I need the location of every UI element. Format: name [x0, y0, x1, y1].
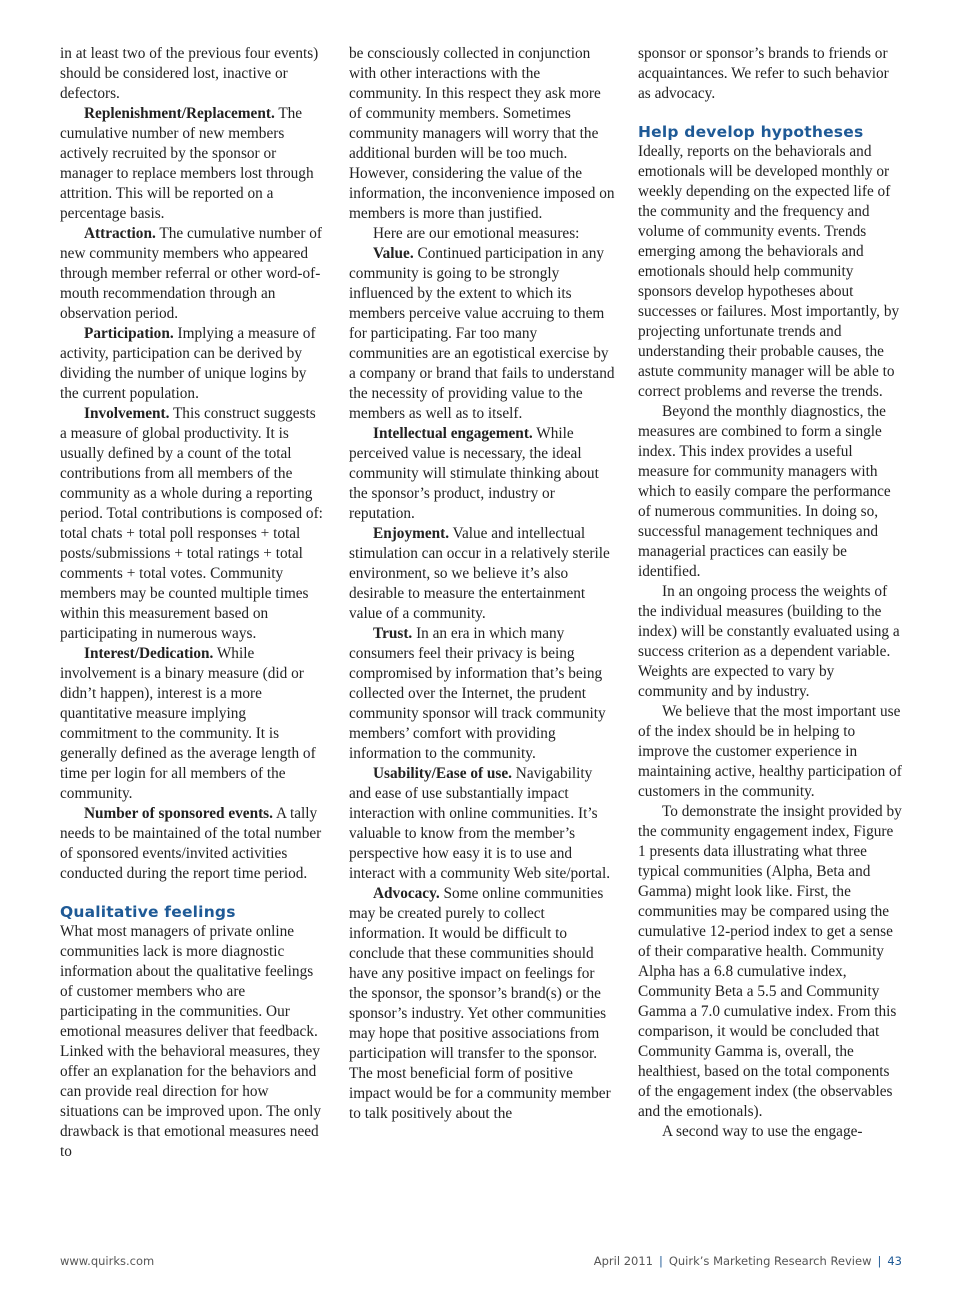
paragraph: be consciously collected in conjunction with other interactions with the community. In this respect they ask more of community members. Sometimes community managers will worry that the additional burden will be too much. However, considering the value of the information, the inconvenience imposed on members is more than justified. [349, 45, 615, 222]
run-in-heading: Usability/Ease of use. [373, 765, 512, 782]
paragraph-body: This construct suggests a measure of global productivity. It is usually defined by a count of the total contributions from all members of the community as a whole during a reporting period. Total contributions is composed of: total chats + total poll responses + total posts/submissions + total ratings + total comments + total votes. Community members may be counted multiple times within this measurement based on participating in numerous ways. [60, 405, 323, 642]
paragraph-body: Continued participation in any community is going to be strongly influenced by the extent to which its members perceive value accruing to them for participating. Far too many communities are an egotistical exercise by a company or brand that fails to understand the necessity of providing value to the members as well as to itself. [349, 245, 615, 422]
paragraph-participation [60, 324, 326, 404]
paragraph-body: The cumulative number of new community members who appeared through member referral or other word-of-mouth recommendation through an observation period. [60, 225, 323, 322]
run-in-heading: Intellectual engagement. [373, 425, 533, 442]
column-1 [60, 44, 326, 1162]
paragraph-intellectual-engagement [349, 424, 615, 524]
run-in-heading: Trust. [373, 625, 413, 642]
paragraph-body: While involvement is a binary measure (did or didn’t happen), interest is a more quantitative measure implying commitment to the community. It is generally defined as the average length of time per login for all members of the community. [60, 645, 316, 802]
paragraph-body: In an era in which many consumers feel their privacy is being compromised by information that’s being collected over the Internet, the prudent community sponsor will track community members’ comfort with providing information to the community. [349, 625, 606, 762]
footer-issue-date: April 2011 [593, 1254, 653, 1268]
run-in-heading: Interest/Dedication. [84, 645, 214, 662]
paragraph: What most managers of private online communities lack is more diagnostic information about the qualitative feelings of customer members who are participating in the communities. Our emotional measures deliver that feedback. Linked with the behavioral measures, they offer an explanation for the behaviors and can provide real direction for how situations can be improved upon. The only drawback is that emotional measures need to [60, 923, 321, 1160]
paragraph-body: Navigability and ease of use substantially impact interaction with online communities. It’s valuable to know from the member’s perspective how easy it is to use and interact with a community Web site/portal. [349, 765, 611, 882]
paragraph-interest [60, 644, 326, 804]
run-in-heading: Value. [373, 245, 414, 262]
footer-separator: | [658, 1254, 663, 1268]
article-page [60, 44, 902, 1244]
paragraph: A second way to use the engage- [662, 1123, 863, 1140]
column-3 [638, 44, 904, 1142]
footer-separator: | [877, 1254, 882, 1268]
paragraph: Beyond the monthly diagnostics, the measures are combined to form a single index. This index provides a useful measure for community managers with which to easily compare the performance of numerous communities. In doing so, successful management techniques and managerial practices can easily be identified. [638, 403, 891, 580]
spacer [638, 104, 904, 122]
paragraph: in at least two of the previous four events) should be considered lost, inactive or defectors. [60, 45, 319, 102]
run-in-heading: Attraction. [84, 225, 156, 242]
footer-website: www.quirks.com [60, 1254, 155, 1268]
column-2 [349, 44, 615, 1124]
paragraph-body: Some online communities may be created purely to collect information. It would be difficult to conclude that these communities should have any positive impact on feelings for the sponsor, the sponsor’s brand(s) or the sponsor’s industry. Yet other communities may hope that positive associations from participation will transfer to the sponsor. The most beneficial form of positive impact would be for a community member to talk positively about the [349, 885, 611, 1122]
paragraph-attraction [60, 224, 326, 324]
paragraph-advocacy [349, 884, 615, 1124]
run-in-heading: Participation. [84, 325, 174, 342]
section-heading-help-develop-hypotheses: Help develop hypotheses [638, 123, 864, 141]
paragraph-sponsored-events [60, 804, 326, 884]
paragraph-body: While perceived value is necessary, the ideal community will stimulate thinking about the sponsor’s product, industry or reputation. [349, 425, 599, 522]
run-in-heading: Involvement. [84, 405, 170, 422]
paragraph: To demonstrate the insight provided by the community engagement index, Figure 1 presents data illustrating what three typical communities (Alpha, Beta and Gamma) might look like. First, the communities may be compared using the cumulative 12-period index to get a sense of their comparative health. Community Alpha has a 6.8 cumulative index, Community Beta a 5.5 and Community Gamma a 7.0 cumulative index. From this comparison, it would be concluded that Community Gamma is, overall, the healthiest, based on the total components of the engagement index (the observables and the emotionals). [638, 803, 902, 1120]
paragraph: Here are our emotional measures: [373, 225, 580, 242]
paragraph: In an ongoing process the weights of the individual measures (building to the index) will be constantly evaluated using a success criterion as a dependent variable. Weights are expected to vary by community and by industry. [638, 583, 900, 700]
paragraph-body: A tally needs to be maintained of the total number of sponsored events/invited activities conducted during the report time period. [60, 805, 322, 882]
footer-publication-info [594, 1254, 902, 1268]
paragraph: sponsor or sponsor’s brands to friends or acquaintances. We refer to such behavior as advocacy. [638, 45, 889, 102]
spacer [60, 884, 326, 902]
run-in-heading: Enjoyment. [373, 525, 450, 542]
paragraph-involvement [60, 404, 326, 644]
paragraph-enjoyment [349, 524, 615, 624]
footer-publication: Quirk’s Marketing Research Review [668, 1254, 872, 1268]
paragraph-usability [349, 764, 615, 884]
run-in-heading: Number of sponsored events. [84, 805, 273, 822]
run-in-heading: Replenishment/Replacement. [84, 105, 275, 122]
section-heading-qualitative-feelings: Qualitative feelings [60, 903, 236, 921]
page-footer [60, 1254, 902, 1274]
run-in-heading: Advocacy. [373, 885, 440, 902]
page-number: 43 [887, 1254, 902, 1268]
paragraph: Ideally, reports on the behaviorals and emotionals will be developed monthly or weekly depending on the expected life of the community and the frequency and volume of community events. Trends emerging among the behaviorals and emotionals should help community sponsors develop hypotheses about successes or failures. Most importantly, by projecting unfortunate trends and understanding their probable causes, the astute community manager will be able to correct problems and reverse the trends. [638, 143, 900, 400]
paragraph-replenishment [60, 104, 326, 224]
paragraph-body: Implying a measure of activity, participation can be derived by dividing the number of unique logins by the current population. [60, 325, 316, 402]
paragraph-trust [349, 624, 615, 764]
paragraph-body: The cumulative number of new members actively recruited by the sponsor or manager to replace members lost through attrition. This will be reported on a percentage basis. [60, 105, 314, 222]
paragraph-body: Value and intellectual stimulation can occur in a relatively sterile environment, so we believe it’s also desirable to measure the entertainment value of a community. [349, 525, 610, 622]
paragraph: We believe that the most important use of the index should be in helping to improve the customer experience in maintaining active, healthy participation of customers in the community. [638, 703, 902, 800]
paragraph-value [349, 244, 615, 424]
